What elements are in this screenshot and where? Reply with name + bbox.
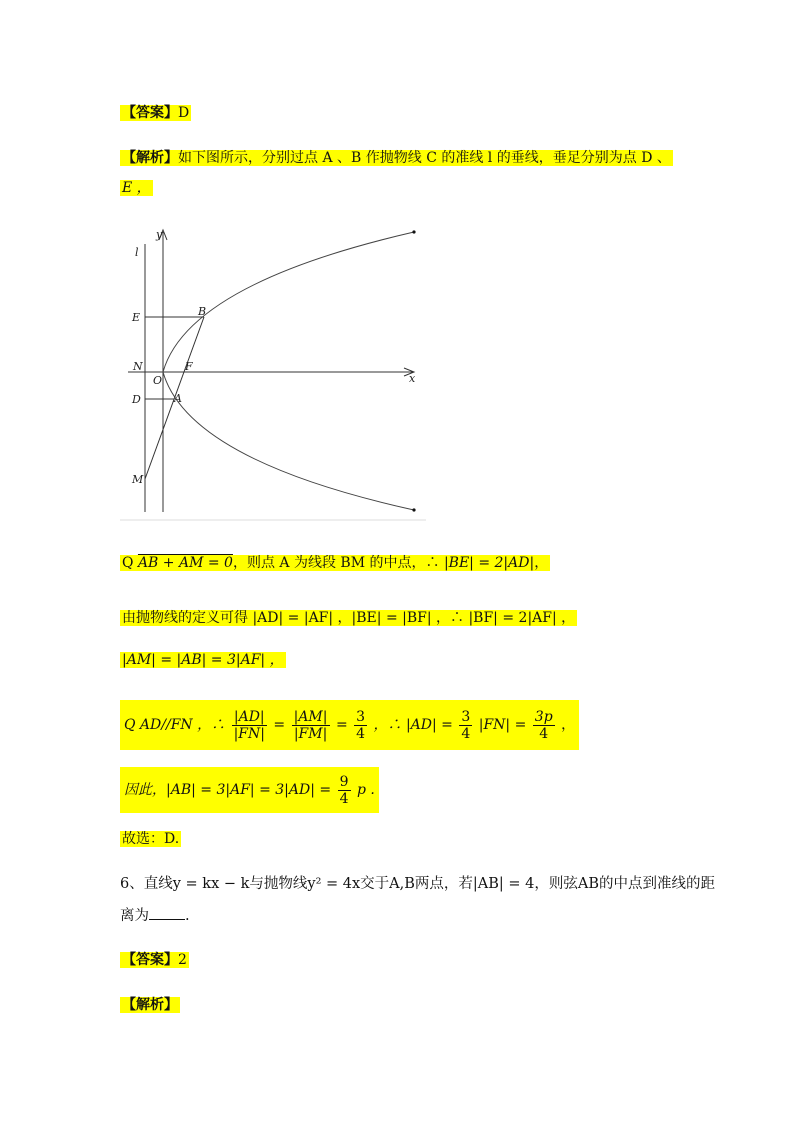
answer-line-2 [120,950,189,970]
analysis-line-1 [120,148,673,168]
step-1 [120,553,550,573]
label-x: x [409,372,416,385]
problem6-text-1: 6、直线y = kx − k与抛物线y² = 4x交于A,B两点，若|AB| = 4，则弦AB的中点到准线的距 [120,876,716,892]
conclusion1-text: 故选：D. [122,831,180,847]
problem6-text-2-end: . [185,908,190,924]
step-4 [120,700,579,746]
answer2-label: 【答案】 [122,952,178,968]
parabola-figure [118,224,428,524]
step1-vector-eq: AB + AM = 0 [137,555,233,571]
label-O: O [153,374,163,387]
label-A: A [174,392,182,405]
step4-eq-2: = [335,717,348,733]
conclusion-1 [120,829,181,849]
step1-prefix: Q [122,555,138,571]
label-F: F [185,360,193,373]
label-l: l [135,246,139,259]
fraction-3-4-a: $\frac{3}{4}$ [356,708,366,742]
step1-eq: |BE| = 2|AD| [443,555,535,571]
step4-mid: ，∴ |AD| = [373,717,458,733]
label-B: B [198,305,207,318]
fraction-3p-4: $\frac{3p}{4}$ [534,708,553,742]
step5-prefix: 因此，|AB| = 3|AF| = 3|AD| = [124,782,336,798]
problem6-text-2: 离为 [120,908,149,924]
step-3 [120,650,286,670]
problem-6-line-1 [120,874,715,894]
answer-value: D [178,105,190,121]
answer-label: 【答案】 [122,105,178,121]
curve-endpoint-bottom [412,508,415,511]
step4-prefix: Q AD//FN ，∴ [124,717,230,733]
parabola-curve [163,232,414,510]
answer2-value: 2 [178,952,187,968]
step4-after: |FN| = [478,717,531,733]
step-2 [120,608,577,628]
step4-eq-1: = [273,717,286,733]
analysis-line-3 [120,995,180,1015]
analysis-line-2 [120,178,153,198]
step3-text: |AM| = |AB| = 3|AF| ， [122,652,284,668]
step1-tail: ， [534,555,549,571]
label-y: y [156,228,163,241]
analysis-text-2: E ， [122,180,151,196]
step-5 [120,767,379,809]
step4-tail: ， [561,717,576,733]
answer-blank[interactable] [149,905,185,920]
analysis-label: 【解析】 [122,150,178,166]
step2-text: 由抛物线的定义可得 |AD| = |AF| ，|BE| = |BF| ，∴ |BF| = 2|AF| ， [122,610,576,626]
label-E: E [132,311,141,324]
fraction-9-4: $\frac{9}{4}$ [339,773,349,807]
step5-tail: p . [356,782,375,798]
label-D: D [132,393,141,406]
fraction-3-4-b: $\frac{3}{4}$ [461,708,471,742]
fraction-ad-fn: $\frac{|AD|}{|FN|}$ [233,708,265,742]
fraction-am-fm: $\frac{|AM|}{|FM|}$ [293,708,328,742]
problem-6-line-2 [120,905,190,926]
analysis-text-1: 如下图所示，分别过点 A 、B 作抛物线 C 的准线 l 的垂线，垂足分别为点 D 、 [178,150,671,166]
answer-line-1 [120,103,191,123]
step1-mid: ，则点 A 为线段 BM 的中点，∴ [232,555,444,571]
label-M: M [132,473,144,486]
analysis2-label: 【解析】 [122,997,178,1013]
curve-endpoint-top [412,230,415,233]
label-N: N [133,360,143,373]
